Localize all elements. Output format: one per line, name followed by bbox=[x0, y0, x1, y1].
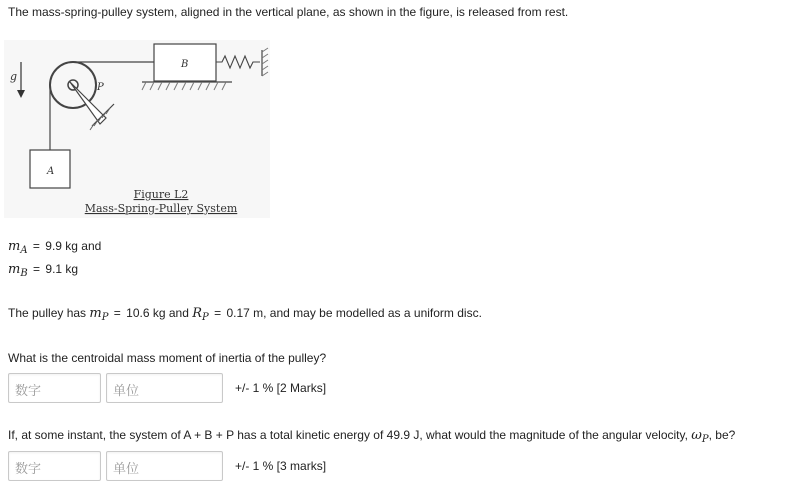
angular-velocity-symbol: $\omega_P$ bbox=[691, 428, 709, 445]
mass-b-symbol: $m_B$ bbox=[8, 262, 28, 279]
figure-caption-title: Figure L2 bbox=[133, 188, 189, 201]
mass-a-symbol: $m_A$ bbox=[8, 239, 28, 256]
mass-a-value: 9.9 kg and bbox=[45, 239, 102, 253]
mass-a-line: $m_A = 9.9$ kg and bbox=[8, 239, 102, 256]
pulley-label: P bbox=[97, 82, 104, 93]
gravity-label: g bbox=[10, 70, 18, 83]
q2-number-input[interactable]: 数字 bbox=[8, 451, 101, 481]
q1-unit-input[interactable]: 单位 bbox=[106, 373, 223, 403]
figure-caption-subtitle: Mass-Spring-Pulley System bbox=[84, 202, 238, 215]
pulley-mass-symbol: $m_P$ bbox=[89, 306, 109, 323]
pulley-radius-symbol: $R_P$ bbox=[192, 306, 209, 323]
q2-tolerance: +/- 1 % [3 marks] bbox=[235, 459, 327, 473]
q1-number-input[interactable]: 数字 bbox=[8, 373, 101, 403]
block-a-label: A bbox=[47, 166, 55, 177]
question-1-text: What is the centroidal mass moment of inertia of the pulley? bbox=[8, 351, 327, 365]
question-2-text: If, at some instant, the system of A + B + P has a total kinetic energy of 49.9 J, what would the magnitude of the angular velocity, $\omega_P$, be? bbox=[8, 428, 736, 445]
block-b-label: B bbox=[181, 59, 189, 70]
mass-spring-pulley-figure bbox=[4, 40, 270, 218]
mass-b-line: $m_B = 9.1$ kg bbox=[8, 262, 79, 279]
q2-unit-input[interactable]: 单位 bbox=[106, 451, 223, 481]
intro-text: The mass-spring-pulley system, aligned in the vertical plane, as shown in the figure, is released from rest. bbox=[8, 5, 569, 19]
mass-b-value: 9.1 kg bbox=[45, 262, 79, 276]
q1-tolerance: +/- 1 % [2 Marks] bbox=[235, 381, 327, 395]
pulley-text: The pulley has $m_P = 10.6$ kg and $R_P = 0.17$ m, and may be modelled as a uniform disc. bbox=[8, 306, 482, 323]
